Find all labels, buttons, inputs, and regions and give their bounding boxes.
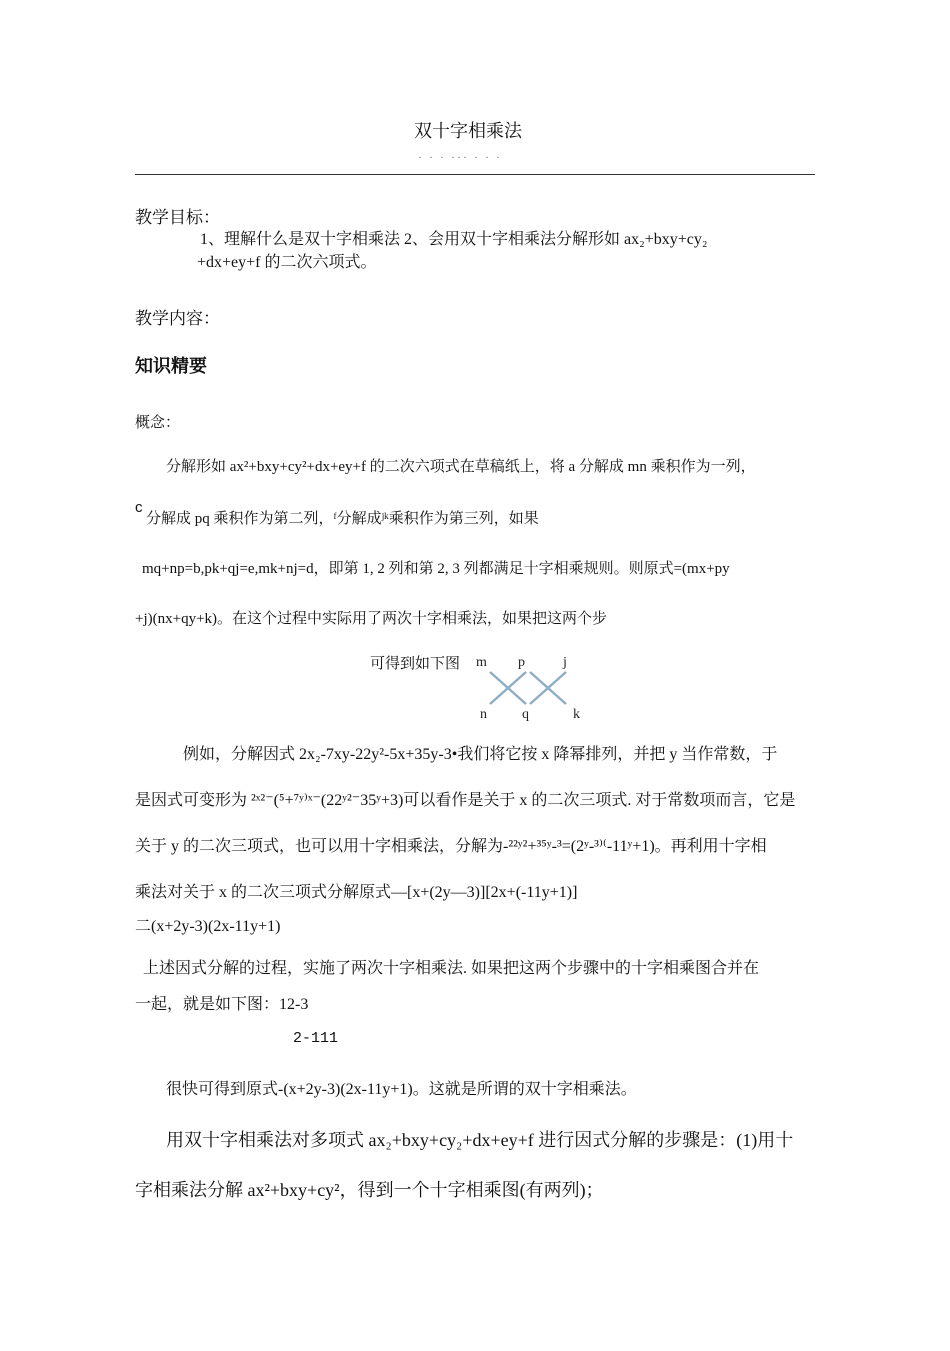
diagram-label-j: j [563,655,567,670]
paragraph-2-line-3: 关于 y 的二次三项式，也可以用十字相乘法，分解为-²²ʸ²+³⁵ʸ-³=(2ʸ-³⁾⁽-11ʸ+1)。再利用十字相 [135,838,767,855]
goals-heading: 教学目标： [135,208,220,227]
cross-multiplication-diagram [470,648,590,724]
diagram-label-p: p [518,655,525,670]
page-subtitle: · · · ··· · · · [418,150,502,164]
paragraph-1-line-1: 分解形如 ax²+bxy+cy²+dx+ey+f 的二次六项式在草稿纸上，将 a 分解成 mn 乘积作为一列， [166,459,756,475]
goals-line-2: +dx+ey+f 的二次六项式。 [197,254,377,271]
paragraph-1-c: c [135,499,143,516]
content-heading: 教学内容： [135,309,220,328]
paragraph-5-line-2: 字相乘法分解 ax²+bxy+cy²，得到一个十字相乘图(有两列)； [135,1180,604,1200]
paragraph-3-line-1: 上述因式分解的过程，实施了两次十字相乘法. 如果把这两个步骤中的十字相乘图合并在 [143,960,760,977]
paragraph-2-line-4: 乘法对关于 x 的二次三项式分解原式—[x+(2y—3)][2x+(-11y+1)] [135,884,578,901]
paragraph-2-line-2: 是因式可变形为 ²ˣ²⁻(⁵+⁷ʸ⁾ˣ⁻(22ʸ²⁻35ʸ+3)可以看作是关于 x 的二次三项式. 对于常数项而言，它是 [135,792,796,809]
diagram-caption: 可得到如下图 [370,656,461,672]
paragraph-1-line-4: +j)(nx+qy+k)。在这个过程中实际用了两次十字相乘法，如果把这两个步 [135,611,608,627]
diagram-label-k: k [573,707,580,722]
goals-line-1: 1、理解什么是双十字相乘法 2、会用双十字相乘法分解形如 ax₂+bxy+cy₂ [200,231,708,248]
paragraph-3-line-3: 2-111 [293,1030,339,1047]
paragraph-1-line-3: mq+np=b,pk+qj=e,mk+nj=d，即第 1, 2 列和第 2, 3 列都满足十字相乘规则。则原式=(mx+py [142,561,730,577]
paragraph-1-line-2: 分解成 pq 乘积作为第二列，ᶠ分解成ʲᵏ乘积作为第三列，如果 [146,511,539,527]
paragraph-2-line-1: 例如，分解因式 2x₂-7xy-22y²-5x+35y-3•我们将它按 x 降幂排列，并把 y 当作常数，于 [183,746,778,763]
diagram-label-q: q [522,707,529,722]
diagram-label-m: m [476,655,487,670]
concept-label: 概念： [135,415,181,431]
section-heading: 知识精要 [135,356,207,376]
header-divider [135,174,815,175]
page-title: 双十字相乘法 [414,121,522,141]
paragraph-4: 很快可得到原式-(x+2y-3)(2x-11y+1)。这就是所谓的双十字相乘法。 [166,1081,637,1098]
paragraph-3-line-2: 一起，就是如下图：12-3 [135,996,309,1013]
paragraph-2-line-5: 二(x+2y-3)(2x-11y+1) [135,918,281,935]
paragraph-5-line-1: 用双十字相乘法对多项式 ax₂+bxy+cy₂+dx+ey+f 进行因式分解的步骤是：(1)用十 [166,1130,794,1150]
diagram-label-n: n [480,707,487,722]
